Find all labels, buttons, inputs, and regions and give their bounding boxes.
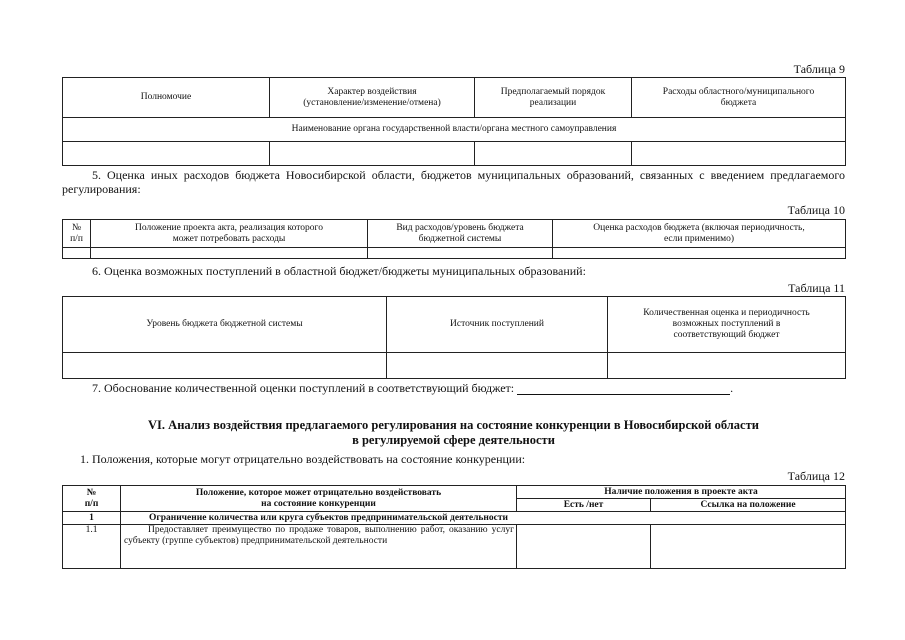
table9-empty-cell — [63, 142, 270, 166]
item-1-text: 1. Положения, которые могут отрицательно воздействовать на состояние конкуренции: — [80, 452, 526, 466]
table12-header-presence: Наличие положения в проекте акта — [517, 486, 846, 499]
table11-header-cell: Количественная оценка и периодичность возможных поступлений в соответствующий бюджет — [608, 297, 846, 353]
table11-empty-cell — [387, 353, 608, 379]
table12-row11-text — [121, 525, 517, 569]
table10-empty-cell — [553, 248, 846, 259]
table12-header-link: Ссылка на положение — [651, 499, 846, 512]
answer-blank-line — [517, 382, 730, 395]
table10-empty-cell — [91, 248, 368, 259]
table12-header-yes-no: Есть /нет — [517, 499, 651, 512]
paragraph-7-end: . — [730, 381, 734, 395]
table12-header-position: Положение, которое может отрицательно воздействовать на состояние конкуренции — [121, 486, 517, 512]
table9-header-cell: Предполагаемый порядок реализации — [475, 78, 632, 118]
table10-empty-cell — [368, 248, 553, 259]
table12-row11-text-content: Предоставляет преимущество по продаже товаров, выполнению работ, оказанию услуг субъекту (группе субъектов) предпринимательской деятельности — [124, 525, 514, 546]
table11-empty-cell — [608, 353, 846, 379]
table9-header-cell: Характер воздействия (установление/изменение/отмена) — [270, 78, 475, 118]
table9-header-cell: Расходы областного/муниципального бюджета — [632, 78, 846, 118]
table11-empty-cell — [63, 353, 387, 379]
table12-row1-num: 1 — [63, 512, 121, 525]
table10 — [62, 219, 846, 259]
table12-header-num: № п/п — [63, 486, 121, 512]
table9-empty-cell — [632, 142, 846, 166]
table9-span-row: Наименование органа государственной власти/органа местного самоуправления — [63, 118, 846, 142]
table10-header-cell: Вид расходов/уровень бюджета бюджетной системы — [368, 220, 553, 248]
table10-empty-cell — [63, 248, 91, 259]
section-6-title: VI. Анализ воздействия предлагаемого регулирования на состояние конкуренции в Новосибирской области в регулируемой сфере деятельности — [148, 418, 759, 447]
table12 — [62, 485, 846, 569]
table11-header-cell: Уровень бюджета бюджетной системы — [63, 297, 387, 353]
table12-row11-num: 1.1 — [63, 525, 121, 569]
table10-header-cell: № п/п — [63, 220, 91, 248]
table9-header-cell: Полномочие — [63, 78, 270, 118]
table10-header-cell: Положение проекта акта, реализация которого может потребовать расходы — [91, 220, 368, 248]
table9-empty-cell — [475, 142, 632, 166]
table10-header-cell: Оценка расходов бюджета (включая периодичность, если применимо) — [553, 220, 846, 248]
table9-empty-cell — [270, 142, 475, 166]
table11 — [62, 296, 846, 379]
paragraph-7-text: 7. Обоснование количественной оценки поступлений в соответствующий бюджет: — [92, 381, 515, 395]
table11-caption: Таблица 11 — [788, 281, 845, 295]
paragraph-5: 5. Оценка иных расходов бюджета Новосибирской области, бюджетов муниципальных образований, связанных с введением предлагаемого регулирования: — [62, 168, 845, 196]
paragraph-7 — [92, 381, 852, 395]
table12-empty-cell — [651, 525, 846, 569]
table9-caption: Таблица 9 — [793, 62, 845, 76]
table12-empty-cell — [517, 525, 651, 569]
table12-row1-text: Ограничение количества или круга субъектов предпринимательской деятельности — [121, 512, 846, 525]
paragraph-6: 6. Оценка возможных поступлений в областной бюджет/бюджеты муниципальных образований: — [92, 264, 586, 278]
table9 — [62, 77, 846, 166]
table10-caption: Таблица 10 — [787, 203, 845, 217]
table11-header-cell: Источник поступлений — [387, 297, 608, 353]
table12-caption: Таблица 12 — [787, 469, 845, 483]
